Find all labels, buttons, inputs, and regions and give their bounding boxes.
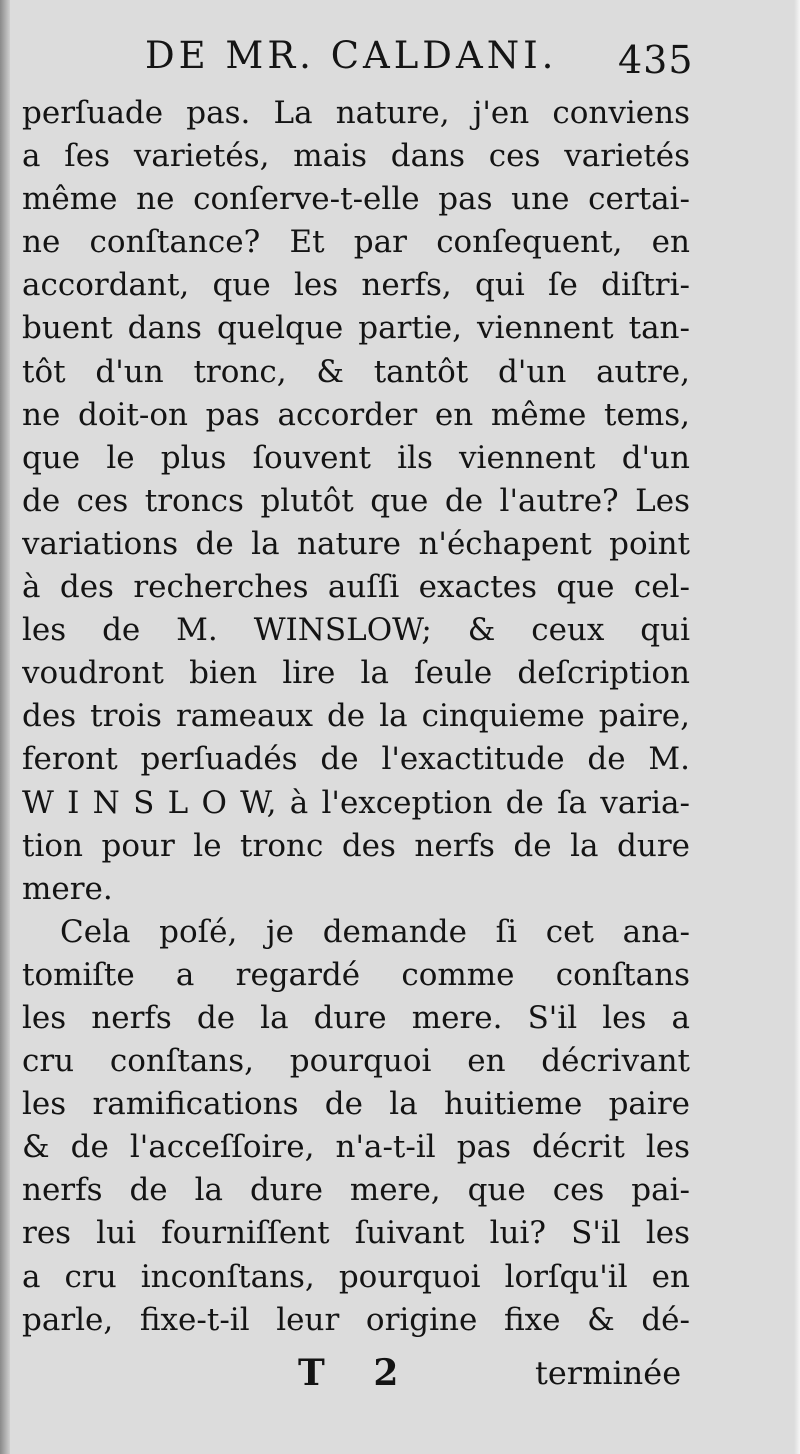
- text-line: & de l'acceſſoire, n'a-t-il pas décrit les: [22, 1129, 690, 1166]
- text-line: nerfs de la dure mere, que ces pai-: [22, 1172, 690, 1209]
- text-line: buent dans quelque partie, viennent tan-: [22, 310, 690, 347]
- body-text: [22, 92, 690, 1342]
- text-line: de ces troncs plutôt que de l'autre? Les: [22, 482, 690, 519]
- text-line: Cela poſé, je demande ſi cet ana-: [60, 913, 690, 950]
- running-title: DE MR. CALDANI.: [145, 34, 558, 77]
- text-line: les ramifications de la huitieme paire: [22, 1086, 690, 1123]
- text-line: accordant, que les nerfs, qui ſe diſtri-: [22, 267, 690, 304]
- text-line: des trois rameaux de la cinquieme paire,: [22, 698, 690, 735]
- text-line: res lui fourniſſent ſuivant lui? S'il les: [22, 1215, 690, 1252]
- text-line: que le plus ſouvent ils viennent d'un: [22, 439, 690, 476]
- page-footer: [0, 1350, 800, 1400]
- text-line: ne conſtance? Et par conſequent, en: [22, 224, 690, 261]
- page-number: 435: [618, 38, 694, 82]
- text-line: voudront bien lire la ſeule deſcription: [22, 655, 690, 692]
- catchword: terminée: [535, 1354, 682, 1392]
- text-line: perſuade pas. La nature, j'en conviens: [22, 95, 690, 131]
- text-line: tion pour le tronc des nerfs de la dure: [22, 827, 690, 864]
- text-line: a cru inconſtans, pourquoi lorſqu'il en: [22, 1258, 690, 1295]
- text-line: les nerfs de la dure mere. S'il les a: [22, 999, 690, 1036]
- text-line: a ſes varietés, mais dans ces varietés: [22, 138, 690, 175]
- page-header: [0, 28, 800, 84]
- text-line: les de M. WINSLOW; & ceux qui: [22, 612, 690, 649]
- text-line: tôt d'un tronc, & tantôt d'un autre,: [22, 353, 690, 390]
- signature-mark: T 2: [298, 1352, 417, 1394]
- text-line: mere.: [22, 870, 113, 907]
- paragraph: [22, 911, 690, 1342]
- text-line: parle, fixe-t-il leur origine fixe & dé-: [22, 1301, 690, 1338]
- text-line: feront perſuadés de l'exactitude de M.: [22, 741, 690, 778]
- text-line: W I N S L O W, à l'exception de ſa varia-: [22, 784, 690, 821]
- text-line: variations de la nature n'échapent point: [22, 525, 690, 562]
- text-line: cru conſtans, pourquoi en décrivant: [22, 1043, 690, 1080]
- text-line: tomiſte a regardé comme conſtans: [22, 956, 690, 993]
- paragraph: [22, 92, 690, 911]
- text-line: ne doit-on pas accorder en même tems,: [22, 396, 690, 433]
- text-line: à des recherches auſſi exactes que cel-: [22, 569, 690, 606]
- text-line: même ne conſerve-t-elle pas une certai-: [22, 181, 690, 218]
